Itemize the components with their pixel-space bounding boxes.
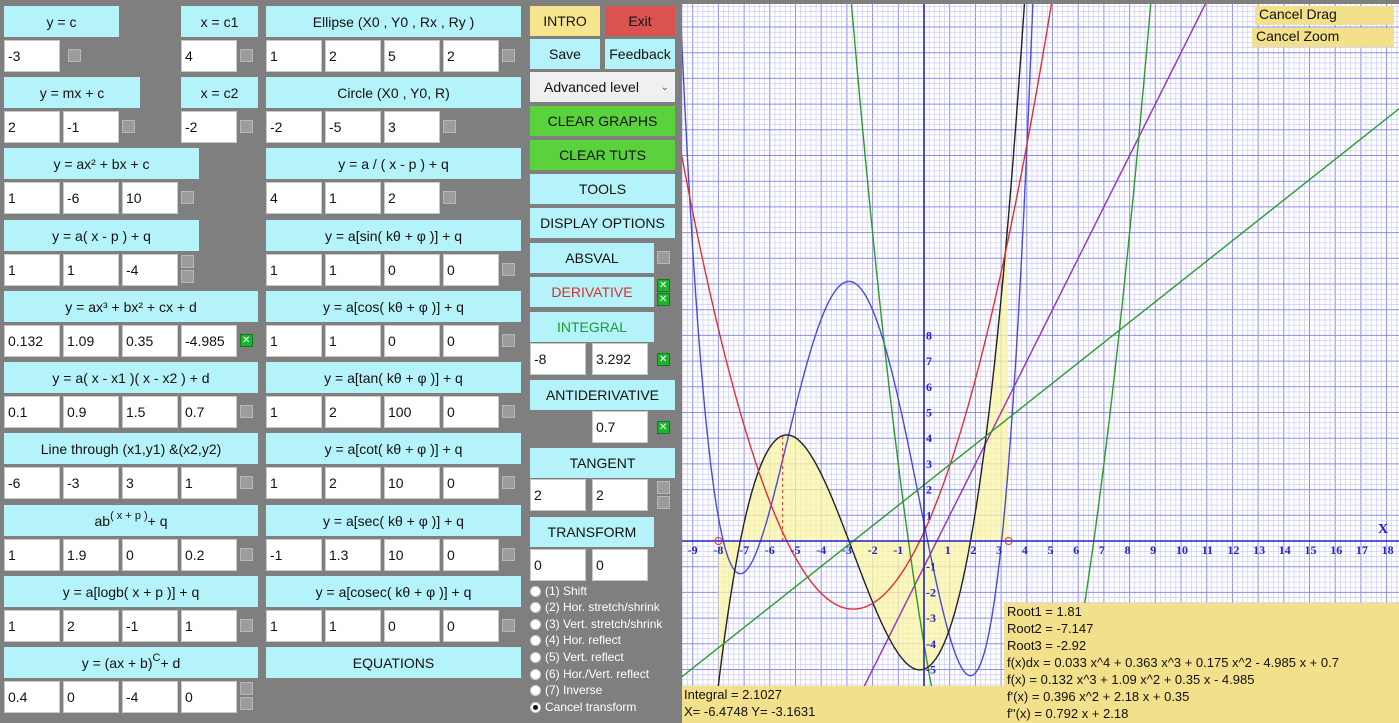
y-tick-label: 7 [926,354,932,369]
parameter-input[interactable] [122,182,178,214]
parameter-input[interactable] [4,254,60,286]
y-tick-label: -5 [926,662,936,677]
parameter-input[interactable] [4,111,60,143]
parameter-input[interactable] [63,325,119,357]
parameter-input[interactable] [325,182,381,214]
x-tick-label: 6 [1073,543,1080,557]
clear-tuts-button[interactable]: CLEAR TUTS [530,140,675,170]
graph-toggle-checkbox[interactable] [122,120,135,133]
parameter-input[interactable] [443,539,499,571]
graph-toggle-checkbox[interactable] [240,548,253,561]
display-options-button[interactable]: DISPLAY OPTIONS [530,208,675,238]
x-tick-label: 3 [996,543,1003,557]
function-label[interactable]: y = a[cot( kθ + φ )] + q [266,433,521,464]
function-label[interactable]: y = ax² + bx + c [4,148,199,179]
parameter-input[interactable] [181,325,237,357]
y-tick-label: -4 [926,636,936,651]
parameter-input[interactable] [266,182,322,214]
integral-value: Integral = 2.1027 [684,687,782,702]
transform-radio-label: (4) Hor. reflect [545,633,622,647]
parameter-input[interactable] [325,325,381,357]
parameter-input[interactable] [122,396,178,428]
root3-value: Root3 = -2.92 [1007,638,1087,653]
x-tick-label: 15 [1304,543,1317,557]
derivative-button[interactable]: DERIVATIVE [530,277,654,307]
y-tick-label: 1 [926,508,932,523]
parameter-input[interactable] [266,254,322,286]
function-label[interactable]: Circle (X0 , Y0, R) [266,77,521,108]
graph-toggle-checkbox[interactable] [502,476,515,489]
parameter-input[interactable] [325,396,381,428]
graph-toggle-checkbox[interactable] [240,697,253,710]
x-tick-label: -1 [893,543,904,557]
x-tick-label: -7 [739,543,750,557]
transform-radio[interactable] [530,682,602,698]
x-tick-label: 2 [970,543,977,557]
transform-radio[interactable] [530,599,660,615]
integral-button[interactable]: INTEGRAL [530,312,654,342]
parameter-input[interactable] [384,182,440,214]
parameter-input[interactable] [325,111,381,143]
x-axis-label: X [1378,522,1389,537]
parameter-input[interactable] [266,539,322,571]
save-button[interactable]: Save [530,39,600,69]
level-select[interactable] [530,72,675,102]
x-tick-label: -6 [764,543,775,557]
integral-checkbox[interactable] [657,353,670,366]
y-tick-label: 4 [926,431,932,446]
graph-toggle-checkbox[interactable] [240,49,253,62]
parameter-input[interactable] [63,539,119,571]
first-derivative-formula: f'(x) = 0.396 x^2 + 2.18 x + 0.35 [1007,689,1190,704]
transform-radio[interactable] [530,616,662,632]
function-label[interactable]: y = a( x - p ) + q [4,220,199,251]
intro-button[interactable]: INTRO [530,6,600,36]
tangent-input-a[interactable] [530,479,586,511]
function-label[interactable]: y = mx + c [4,77,140,108]
parameter-input[interactable] [181,40,237,72]
x-tick-label: 17 [1355,543,1368,557]
transform-radio[interactable] [530,649,624,665]
radio-icon[interactable] [530,602,541,613]
parameter-input[interactable] [122,610,178,642]
graph-toggle-checkbox[interactable] [181,270,194,283]
parameter-input[interactable] [4,40,60,72]
parameter-input[interactable] [384,111,440,143]
parameter-input[interactable] [63,254,119,286]
parameter-input[interactable] [181,111,237,143]
graph-toggle-checkbox[interactable] [240,334,253,347]
transform-input-b[interactable] [592,549,648,581]
function-label[interactable]: x = c1 [181,6,258,37]
parameter-input[interactable] [266,467,322,499]
parameter-input[interactable] [266,40,322,72]
function-label[interactable]: y = a[cos( kθ + φ )] + q [266,291,521,322]
x-tick-label: 16 [1330,543,1343,557]
function-label[interactable]: y = a[sec( kθ + φ )] + q [266,505,521,536]
x-tick-label: 18 [1381,543,1394,557]
x-tick-label: 1 [944,543,951,557]
radio-icon[interactable] [530,586,541,597]
parameter-input[interactable] [384,610,440,642]
parameter-input[interactable] [325,610,381,642]
transform-radio-label: (6) Hor./Vert. reflect [545,667,650,681]
parameter-input[interactable] [384,396,440,428]
parameter-input[interactable] [384,467,440,499]
radio-icon[interactable] [530,619,541,630]
derivative-checkbox-1[interactable] [657,279,670,292]
feedback-button[interactable]: Feedback [605,39,675,69]
parameter-input[interactable] [384,325,440,357]
x-tick-label: -8 [713,543,724,557]
parameter-input[interactable] [4,325,60,357]
antiderivative-button[interactable]: ANTIDERIVATIVE [530,380,675,410]
parameter-input[interactable] [63,396,119,428]
second-derivative-formula: f''(x) = 0.792 x + 2.18 [1007,706,1129,721]
parameter-input[interactable] [443,325,499,357]
results-panel [1004,603,1399,723]
function-label[interactable]: y = a[cosec( kθ + φ )] + q [266,576,521,607]
function-label[interactable]: y = a[tan( kθ + φ )] + q [266,362,521,393]
y-tick-label: -2 [926,585,936,600]
parameter-input[interactable] [122,467,178,499]
parameter-input[interactable] [266,610,322,642]
y-tick-label: 5 [926,405,932,420]
parameter-input[interactable] [325,40,381,72]
x-tick-label: 4 [1021,543,1028,557]
graph-toggle-checkbox[interactable] [240,619,253,632]
parameter-input[interactable] [122,681,178,713]
radio-icon[interactable] [530,702,541,713]
graph-toggle-checkbox[interactable] [502,619,515,632]
y-tick-label: 6 [926,379,932,394]
graph-toggle-checkbox[interactable] [181,255,194,268]
parameter-input[interactable] [266,325,322,357]
radio-icon[interactable] [530,652,541,663]
parameter-input[interactable] [325,254,381,286]
parameter-input[interactable] [63,467,119,499]
antiderivative-formula: f(x)dx = 0.033 x^4 + 0.363 x^3 + 0.175 x^2 - 4.985 x + 0.7 [1007,655,1339,670]
parameter-input[interactable] [181,681,237,713]
integral-lower-limit[interactable] [530,343,586,375]
parameter-input[interactable] [122,254,178,286]
parameter-input[interactable] [443,396,499,428]
transform-radio-label: (1) Shift [545,584,588,598]
function-formula: f(x) = 0.132 x^3 + 1.09 x^2 + 0.35 x - 4.985 [1007,672,1255,687]
transform-button[interactable]: TRANSFORM [530,517,654,547]
parameter-input[interactable] [4,681,60,713]
parameter-input[interactable] [266,111,322,143]
absval-checkbox[interactable] [657,251,670,264]
function-label[interactable]: EQUATIONS [266,647,521,678]
y-tick-label: -3 [926,611,936,626]
integral-upper-limit[interactable] [592,343,648,375]
function-label[interactable]: Line through (x1,y1) &(x2,y2) [4,433,258,464]
function-label[interactable]: y = ax³ + bx² + cx + d [4,291,258,322]
parameter-input[interactable] [181,467,237,499]
graph-toggle-checkbox[interactable] [68,49,81,62]
x-tick-label: 8 [1124,543,1131,557]
function-label[interactable]: y = a( x - x1 )( x - x2 ) + d [4,362,258,393]
graph-toggle-checkbox[interactable] [240,120,253,133]
parameter-input[interactable] [443,467,499,499]
parameter-input[interactable] [443,254,499,286]
graph-toggle-checkbox[interactable] [443,191,456,204]
transform-radio[interactable] [530,699,636,715]
y-tick-label: 3 [926,456,932,471]
graph-toggle-checkbox[interactable] [181,191,194,204]
transform-radio[interactable] [530,666,649,682]
transform-radio-label: (3) Vert. stretch/shrink [545,617,663,631]
transform-radio-label: (5) Vert. reflect [545,650,624,664]
tangent-input-b[interactable] [592,479,648,511]
parameter-input[interactable] [443,40,499,72]
tangent-button[interactable]: TANGENT [530,448,675,478]
parameter-input[interactable] [443,610,499,642]
y-tick-label: -1 [926,559,936,574]
parameter-input[interactable] [384,254,440,286]
parameter-input[interactable] [122,325,178,357]
graph-toggle-checkbox[interactable] [502,334,515,347]
radio-icon[interactable] [530,669,541,680]
y-tick-label: 2 [926,482,932,497]
x-tick-label: -5 [790,543,801,557]
absval-button[interactable]: ABSVAL [530,243,654,273]
cancel-zoom-button[interactable]: Cancel Zoom [1252,28,1394,47]
chevron-down-icon: ⌄ [660,81,669,93]
root1-value: Root1 = 1.81 [1007,604,1082,619]
function-label[interactable]: y = a / ( x - p ) + q [266,148,521,179]
x-tick-label: 12 [1227,543,1240,557]
parameter-input[interactable] [63,681,119,713]
parameter-input[interactable] [181,610,237,642]
exit-button[interactable]: Exit [605,6,675,36]
antiderivative-checkbox[interactable] [657,421,670,434]
parameter-input[interactable] [266,396,322,428]
parameter-input[interactable] [181,396,237,428]
function-label[interactable]: y = (ax + b) $^C$ + d [4,647,258,678]
status-panel [682,686,1004,723]
parameter-input[interactable] [384,40,440,72]
graph-toggle-checkbox[interactable] [502,405,515,418]
parameter-input[interactable] [63,610,119,642]
x-tick-label: 11 [1201,543,1214,557]
parameter-input[interactable] [4,182,60,214]
cursor-coordinates: X= -6.4748 Y= -3.1631 [684,704,816,719]
function-label[interactable]: y = a[logb( x + p )] + q [4,576,258,607]
parameter-input[interactable] [4,539,60,571]
parameter-input[interactable] [63,111,119,143]
graph-toggle-checkbox[interactable] [502,263,515,276]
level-select-value: Advanced level [544,79,639,95]
radio-icon[interactable] [530,685,541,696]
function-label[interactable]: y = c [4,6,119,37]
graph-toggle-checkbox[interactable] [240,682,253,695]
transform-radio-label: (2) Hor. stretch/shrink [545,600,660,614]
x-tick-label: 10 [1176,543,1188,557]
graph-toggle-checkbox[interactable] [240,476,253,489]
parameter-input[interactable] [4,610,60,642]
graph-toggle-checkbox[interactable] [443,120,456,133]
tools-button[interactable]: TOOLS [530,174,675,204]
transform-radio[interactable] [530,632,621,648]
parameter-input[interactable] [325,539,381,571]
x-tick-label: -4 [816,543,827,557]
x-tick-label: 13 [1253,543,1266,557]
x-tick-label: -9 [687,543,698,557]
x-tick-label: 14 [1278,543,1291,557]
graph-toggle-checkbox[interactable] [240,405,253,418]
antiderivative-constant[interactable] [592,411,648,443]
tangent-checkbox-2[interactable] [657,496,670,509]
parameter-input[interactable] [325,467,381,499]
graph-toggle-checkbox[interactable] [502,49,515,62]
parameter-input[interactable] [4,467,60,499]
transform-radio-label: (7) Inverse [545,683,603,697]
x-tick-label: 9 [1150,543,1157,557]
derivative-checkbox-2[interactable] [657,293,670,306]
transform-radio-label: Cancel transform [545,700,637,714]
function-label[interactable]: Ellipse (X0 , Y0 , Rx , Ry ) [266,6,521,37]
x-tick-label: -3 [841,543,852,557]
parameter-input[interactable] [384,539,440,571]
x-tick-label: 5 [1047,543,1054,557]
transform-input-a[interactable] [530,549,586,581]
transform-radio[interactable] [530,583,587,599]
x-tick-label: -2 [867,543,878,557]
parameter-input[interactable] [122,539,178,571]
function-label[interactable]: ab $^{( x + p )}$ + q [4,505,258,536]
root2-value: Root2 = -7.147 [1007,621,1094,636]
cancel-drag-button[interactable]: Cancel Drag [1255,6,1394,25]
y-tick-label: 8 [926,328,932,343]
x-tick-label: 7 [1098,543,1105,557]
parameter-input[interactable] [4,396,60,428]
tangent-checkbox-1[interactable] [657,481,670,494]
graph-toggle-checkbox[interactable] [502,548,515,561]
parameter-input[interactable] [181,539,237,571]
function-label[interactable]: y = a[sin( kθ + φ )] + q [266,220,521,251]
parameter-input[interactable] [63,182,119,214]
clear-graphs-button[interactable]: CLEAR GRAPHS [530,106,675,136]
function-label[interactable]: x = c2 [181,77,258,108]
radio-icon[interactable] [530,635,541,646]
